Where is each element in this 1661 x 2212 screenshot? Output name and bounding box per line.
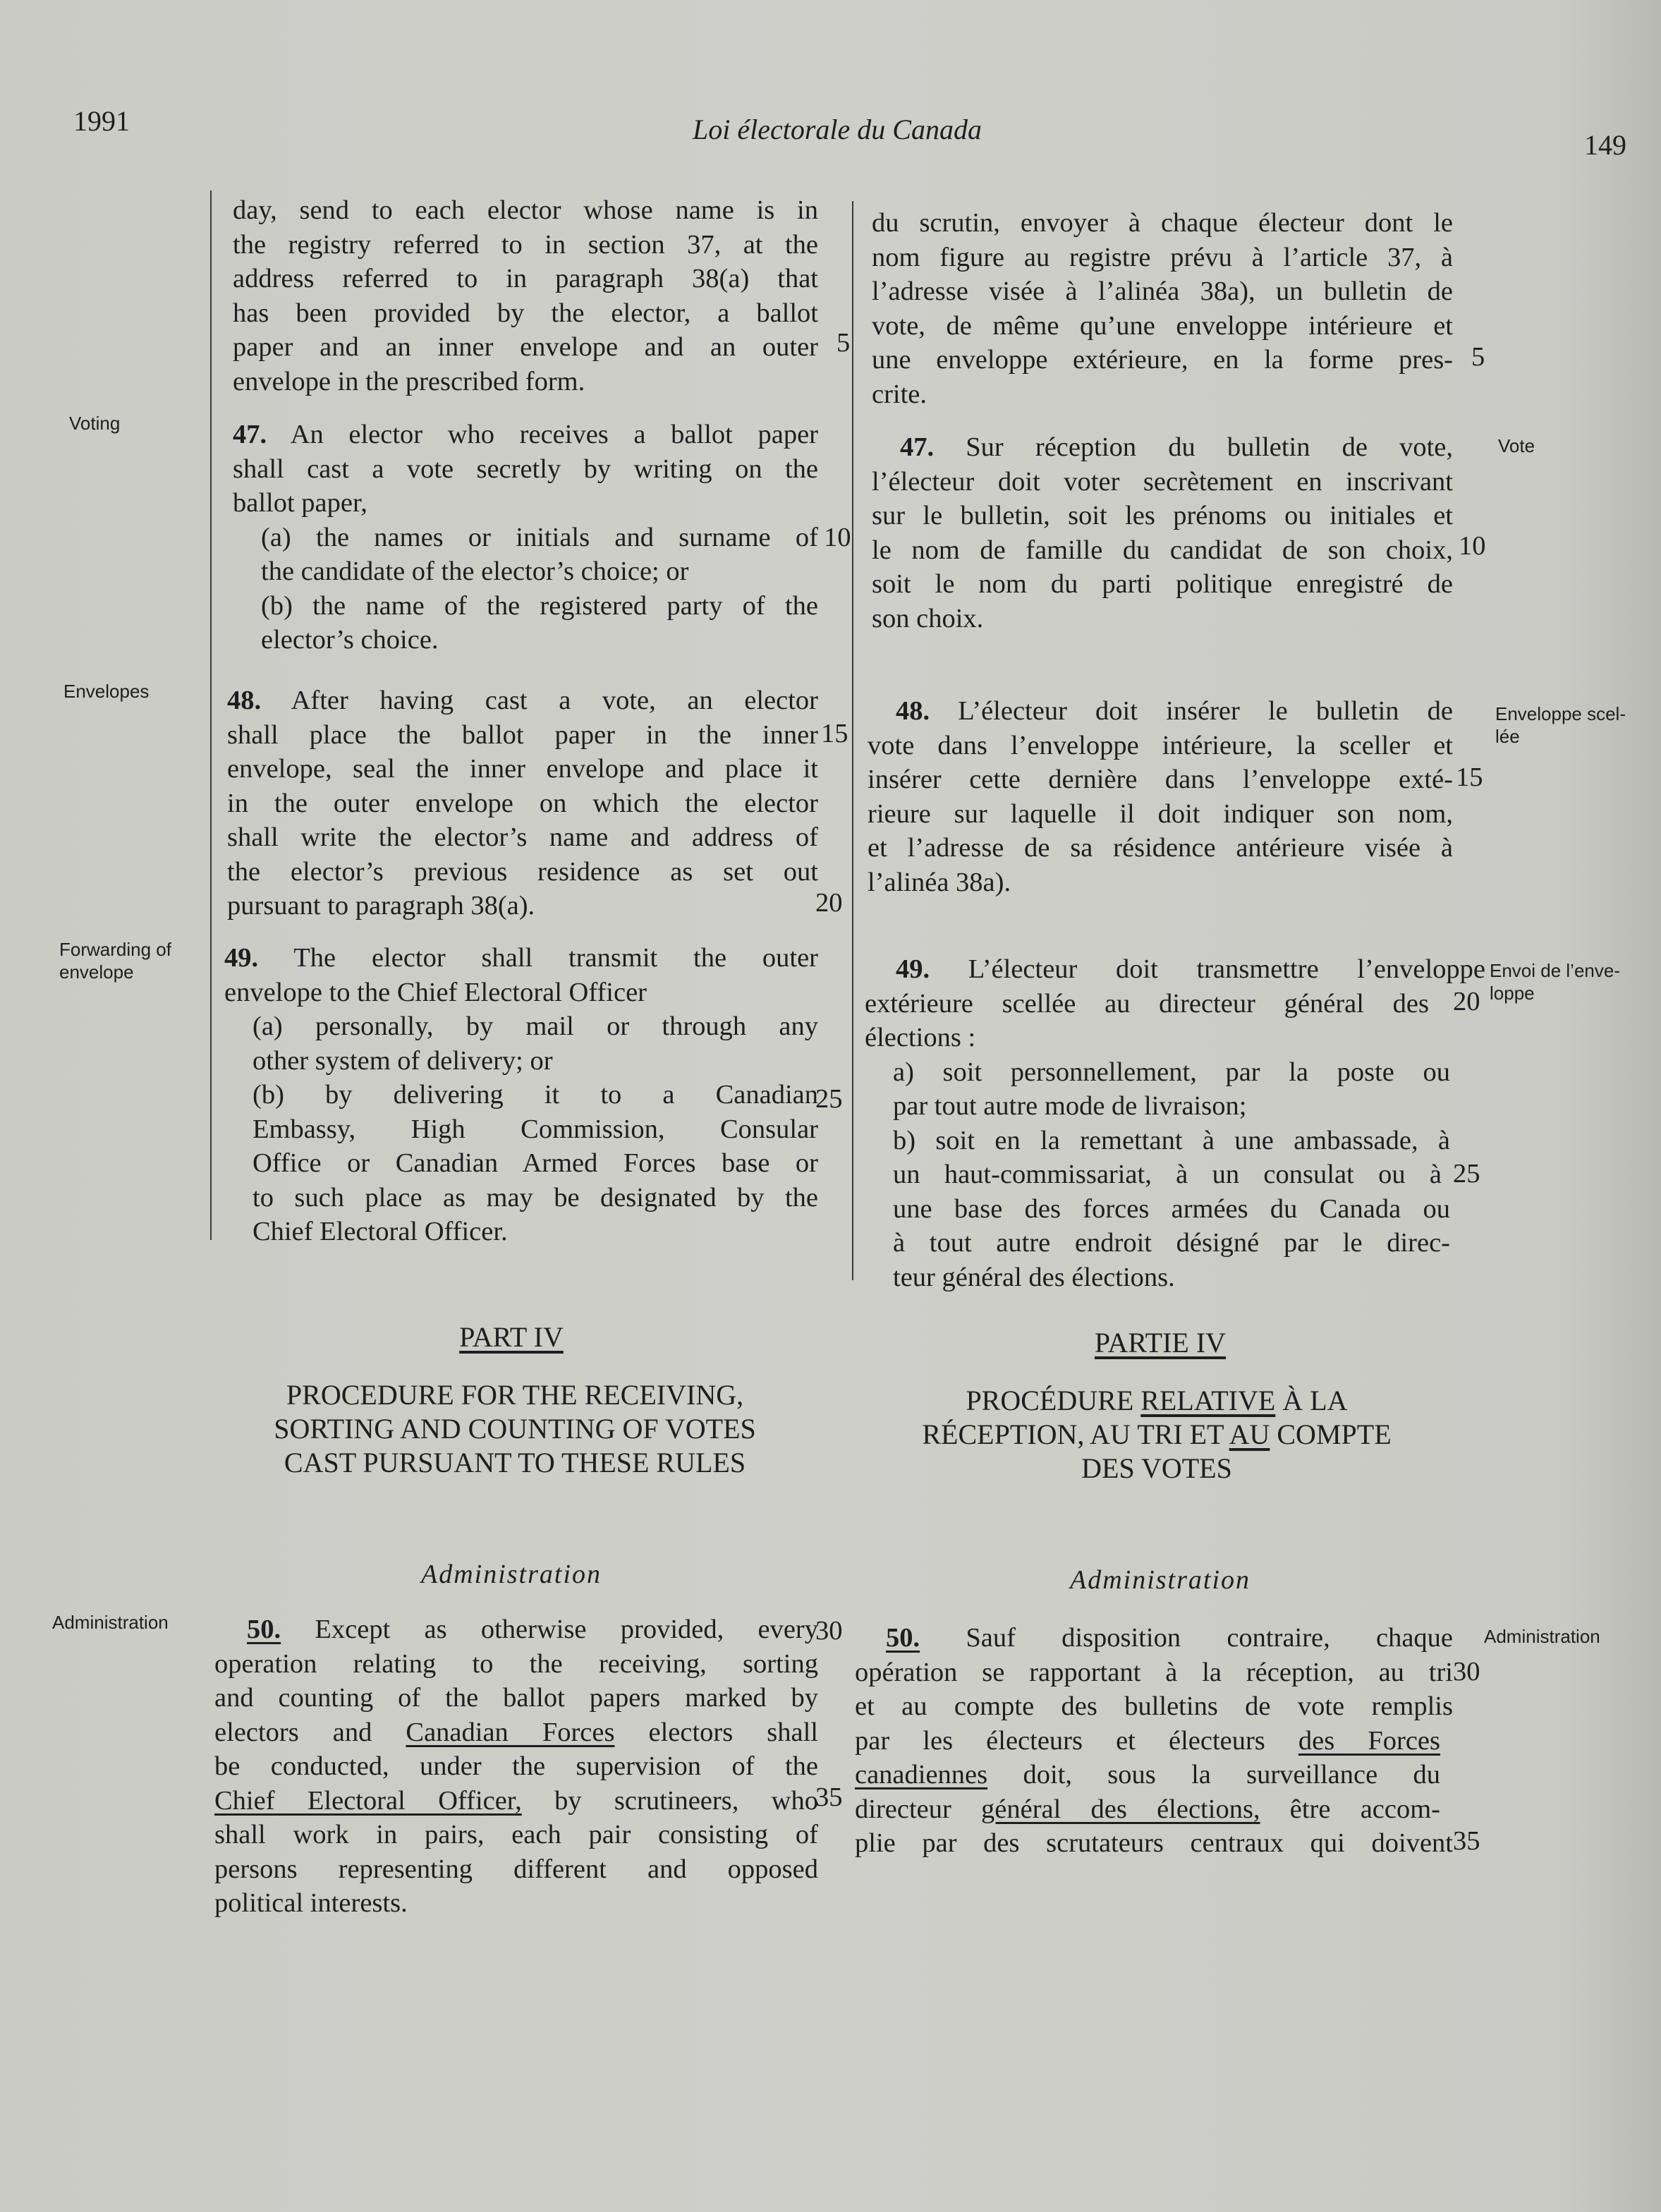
en-margin-note-voting: Voting	[69, 413, 121, 434]
en-s48-number: 48.	[227, 686, 262, 715]
fr-subheading: Administration	[1069, 1565, 1251, 1595]
fr-line-number-20: 20	[1453, 987, 1480, 1016]
fr-margin-note-enveloppe: Enveloppe scel-lée	[1495, 703, 1626, 747]
en-s49-number: 49.	[224, 943, 259, 973]
en-line-number-20: 20	[815, 888, 843, 918]
en-line-number-30: 30	[815, 1616, 843, 1646]
en-section-47: 47. An elector who receives a ballot paper shall cast a vote secretly by writing on the ballot paper, (a) the names or initials and surname of the candidate of the elector’s choice; or (b) the name of the registered party of the elector’s choice.	[233, 420, 818, 655]
fr-intro-paragraph: du scrutin, envoyer à chaque électeur dont le nom figure au registre prévu à l’article 37, à l’adresse visée à l’alinéa 38a), un bulletin de vote, de même qu’une enveloppe intérieure et une enveloppe extérieure, en la forme pres- crite.	[872, 208, 1453, 409]
fr-line-number-30: 30	[1453, 1657, 1480, 1687]
en-margin-note-envelopes: Envelopes	[63, 681, 150, 702]
en-line-number-35: 35	[815, 1782, 843, 1812]
fr-line-number-5: 5	[1471, 342, 1485, 372]
en-s50-number: 50.	[247, 1615, 281, 1644]
fr-part-title: PROCÉDURE RELATIVE À LA RÉCEPTION, AU TRI ET AU COMPTE DES VOTES	[853, 1384, 1460, 1485]
fr-line-number-10: 10	[1459, 531, 1486, 561]
fr-s48-number: 48.	[896, 696, 930, 726]
fr-s49-number: 49.	[896, 954, 930, 984]
en-section-50: 50. Except as otherwise provided, every operation relating to the receiving, sorting and counting of the ballot papers marked by electors and Canadian Forces electors shall be conducted, under the supervision of the Chief Electoral Officer, by scrutineers, who shall work in pairs, each pair consisting of persons representing different and opposed political interests.	[214, 1615, 818, 1918]
en-section-48: 48. After having cast a vote, an elector shall place the ballot paper in the inner envelope, seal the inner envelope and place it in the outer envelope on which the elector shall write the elector’s name and address of the elector’s previous residence as set out pursuant to paragraph 38(a).	[227, 686, 818, 920]
fr-s47-number: 47.	[900, 432, 935, 462]
en-line-number-25: 25	[815, 1084, 843, 1114]
page-year: 1991	[73, 105, 130, 137]
en-section-49: 49. The elector shall transmit the outer envelope to the Chief Electoral Officer (a) personally, by mail or through any other system of delivery; or (b) by delivering it to a Canadian Embassy, High Commission, Consular Office or Canadian Armed Forces base or to such place as may be designated by the Chief Electoral Officer.	[224, 943, 818, 1246]
running-title: Loi électorale du Canada	[693, 114, 982, 145]
en-line-number-15: 15	[821, 719, 848, 748]
fr-section-47: 47. Sur réception du bulletin de vote, l’électeur doit voter secrètement en inscrivant sur le bulletin, soit les prénoms ou initiales et le nom de famille du candidat de son choix, soit le nom du parti politique enregistré de son choix.	[872, 432, 1453, 633]
en-part-title: PROCEDURE FOR THE RECEIVING, SORTING AND COUNTING OF VOTES CAST PURSUANT TO THESE RULES	[212, 1378, 818, 1480]
en-line-number-5: 5	[836, 328, 851, 358]
fr-line-number-35: 35	[1453, 1826, 1480, 1856]
left-column-rule	[210, 190, 212, 1240]
fr-s50-number: 50.	[886, 1623, 920, 1653]
en-margin-note-forwarding: Forwarding of envelope	[59, 939, 171, 983]
en-s47-number: 47.	[233, 420, 267, 449]
right-column-rule	[852, 201, 853, 1280]
fr-part-title-line-3: DES VOTES	[1081, 1452, 1232, 1484]
en-line-number-10: 10	[824, 523, 851, 552]
en-part-number: PART IV	[459, 1321, 564, 1353]
en-subheading: Administration	[420, 1560, 602, 1589]
fr-margin-note-administration: Administration	[1484, 1626, 1600, 1647]
en-intro-paragraph: day, send to each elector whose name is in the registry referred to in section 37, at the address referred to in paragraph 38(a) that has been provided by the elector, a ballot paper and an inner envelope and an outer envelope in the prescribed form.	[233, 195, 818, 396]
fr-section-50: 50. Sauf disposition contraire, chaque opération se rapportant à la réception, au tri et au compte des bulletins de vote remplis par les électeurs et électeurs des Forces canadiennes doit, sous la surveillance du directeur général des élections, être accom- plie par des scrutateurs centraux qui doivent	[855, 1623, 1453, 1858]
page-number: 149	[1584, 129, 1626, 161]
fr-section-48: 48. L’électeur doit insérer le bulletin de vote dans l’enveloppe intérieure, la sceller et insérer cette dernière dans l’enveloppe exté- rieure sur laquelle il doit indiquer son nom, et l’adresse de sa résidence antérieure visée à l’alinéa 38a).	[868, 696, 1454, 897]
fr-part-number: PARTIE IV	[1094, 1327, 1227, 1359]
fr-margin-note-vote: Vote	[1498, 435, 1535, 456]
en-part-title-line-3: CAST PURSUANT TO THESE RULES	[284, 1447, 746, 1478]
fr-line-number-25: 25	[1453, 1159, 1480, 1189]
en-margin-note-administration: Administration	[52, 1612, 169, 1633]
fr-margin-note-envoi: Envoi de l’enve-loppe	[1490, 960, 1620, 1004]
fr-line-number-15: 15	[1456, 762, 1483, 792]
fr-section-49: 49. L’électeur doit transmettre l’enveloppe extérieure scellée au directeur général des élections : a) soit personnellement, par la poste ou par tout autre mode de livraison; b) soit en la remettant à une ambassade, à un haut-commissariat, à un consulat ou à une base des forces armées du Canada ou à tout autre endroit désigné par le direc- teur général des élections.	[865, 954, 1486, 1292]
